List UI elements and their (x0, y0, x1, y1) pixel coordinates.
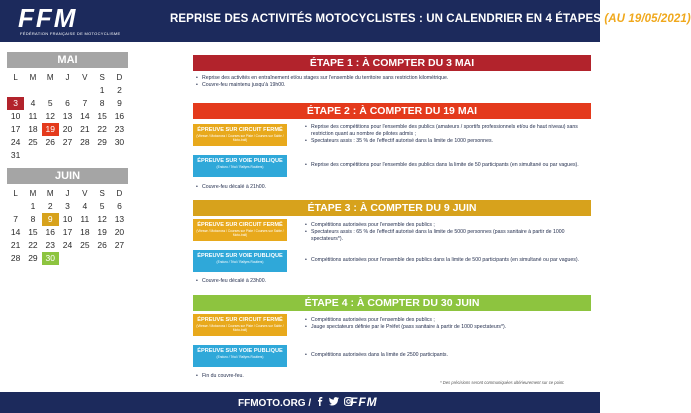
badge-sub: (Vitesse / Motocross / Courses sur Piste / Courses sur Sable / Moto-ball) (196, 134, 284, 142)
title-main: REPRISE DES ACTIVITÉS MOTOCYCLISTES : UN CALENDRIER EN 4 ÉTAPES (170, 13, 602, 25)
calendar-grid (7, 71, 128, 162)
weekday-label: D (116, 73, 123, 82)
stage-4-title: ÉTAPE 4 : À COMPTER DU 30 JUIN (193, 295, 591, 311)
stage-4-circuit-bullets (305, 317, 595, 331)
ffm-logo (18, 5, 148, 39)
calendar-day: 20 (114, 227, 125, 237)
stage-1-bullets (196, 75, 590, 89)
calendar-day: 14 (80, 111, 90, 121)
stage-3-title: ÉTAPE 3 : À COMPTER DU 9 JUIN (193, 200, 591, 216)
calendar-day: 10 (62, 214, 73, 224)
calendar-day: 27 (114, 240, 125, 250)
calendar-day: 1 (99, 85, 105, 95)
calendar-day: 22 (28, 240, 38, 250)
calendar-day: 25 (28, 137, 38, 147)
calendar-day: 19 (97, 227, 107, 237)
calendar-day (7, 84, 24, 97)
calendar-day: 2 (47, 201, 53, 211)
calendar-day: 28 (80, 137, 90, 147)
calendar-day: 12 (97, 214, 107, 224)
calendar-day: 29 (28, 253, 38, 263)
weekday-label: J (65, 189, 70, 198)
calendar-day: 22 (97, 124, 107, 134)
weekday-label: M (29, 189, 37, 198)
calendar-juin (7, 168, 128, 265)
list-item: • Reprise des compétitions pour l'ensemble des publics (amateurs / sportifs professionnels et/ou de haut niveau) sans restriction quant au nombre de pilotes admis ; (305, 124, 590, 138)
weekday-label: S (99, 189, 105, 198)
calendar-day: 1 (30, 201, 36, 211)
list-item: • Reprise des compétitions pour l'ensemble des publics dans la limite de 50 participants (en simultané ou par vagues). (305, 162, 590, 169)
list-item: • Spectateurs assis : 35 % de l'effectif autorisé dans la limite de 1000 personnes. (305, 138, 590, 145)
voie-publique-badge (193, 155, 287, 177)
calendar-day: 8 (99, 98, 105, 108)
weekday-label: M (29, 73, 37, 82)
list-item: • Compétitions autorisées pour l'ensemble des publics ; (305, 317, 595, 324)
twitter-icon[interactable] (329, 397, 339, 409)
calendar-day: 30 (114, 137, 125, 147)
badge-label: ÉPREUVE SUR VOIE PUBLIQUE (197, 158, 283, 164)
header (0, 0, 691, 42)
calendar-day: 17 (62, 227, 73, 237)
calendar-mai (7, 52, 128, 162)
list-item: • Compétitions autorisées pour l'ensemble des publics ; (305, 222, 595, 229)
calendar-day (42, 84, 59, 97)
calendar-day: 21 (80, 124, 90, 134)
badge-label: ÉPREUVE SUR CIRCUIT FERMÉ (197, 317, 283, 323)
calendar-day: 18 (80, 227, 90, 237)
voie-publique-badge (193, 250, 287, 272)
calendar-day: 5 (47, 98, 53, 108)
calendar-day: 23 (114, 124, 125, 134)
calendar-day: 5 (99, 201, 105, 211)
weekday-label: J (65, 73, 70, 82)
calendar-month-label: MAI (7, 52, 128, 68)
title-date: (AU 19/05/2021) (604, 13, 691, 25)
calendar-day: 26 (97, 240, 107, 250)
facebook-icon[interactable] (316, 397, 324, 409)
calendar-day: 25 (80, 240, 90, 250)
calendar-day: 11 (80, 214, 90, 224)
list-item: • Spectateurs assis : 65 % de l'effectif autorisé dans la limite de 5000 personnes (pass sanitaire à partir de 1000 spectateurs*). (305, 229, 595, 243)
calendar-grid (7, 187, 128, 265)
weekday-label: V (82, 73, 88, 82)
calendar-day: 4 (30, 98, 36, 108)
page-title (170, 13, 691, 25)
badge-label: ÉPREUVE SUR VOIE PUBLIQUE (197, 348, 283, 354)
weekday-label: L (13, 73, 18, 82)
weekday-label: D (116, 189, 123, 198)
stage-3-note (196, 278, 396, 285)
calendar-day: 3 (65, 201, 70, 211)
calendar-day: 30 (42, 252, 59, 265)
logo-text: FFM (18, 3, 78, 33)
calendar-day: 28 (10, 253, 21, 263)
calendar-day: 16 (114, 111, 125, 121)
calendar-day: 9 (117, 98, 122, 108)
voie-publique-badge (193, 345, 287, 367)
calendar-day: 21 (10, 240, 21, 250)
calendar-day: 13 (114, 214, 125, 224)
stage-2-title: ÉTAPE 2 : À COMPTER DU 19 MAI (193, 103, 591, 119)
circuit-ferme-badge (193, 314, 287, 336)
calendar-day: 26 (45, 137, 55, 147)
calendar-day: 6 (117, 201, 122, 211)
calendar-day: 7 (82, 98, 88, 108)
calendar-day: 20 (62, 124, 73, 134)
badge-sub: (Enduro / Trial / Rallyes Routiers) (216, 165, 264, 169)
calendar-day: 14 (10, 227, 21, 237)
list-item: • Couvre-feu décalé à 21h00. (196, 184, 396, 191)
stage-2-note (196, 184, 396, 191)
list-item: • Jauge spectateurs définie par le Préfet (pass sanitaire à partir de 1000 spectateurs*). (305, 324, 595, 331)
badge-sub: (Vitesse / Motocross / Courses sur Piste / Courses sur Sable / Moto-ball) (196, 229, 284, 237)
footer-links (238, 397, 353, 409)
badge-label: ÉPREUVE SUR CIRCUIT FERMÉ (197, 222, 283, 228)
stage-4-note (196, 373, 396, 380)
calendar-day: 24 (62, 240, 73, 250)
footer (0, 392, 600, 413)
calendar-day: 7 (13, 214, 19, 224)
badge-label: ÉPREUVE SUR CIRCUIT FERMÉ (197, 127, 283, 133)
disclaimer: * Des précisions seront communiquées ultérieurement sur ce point. (440, 380, 565, 385)
calendar-day: 31 (10, 150, 21, 160)
calendar-day: 17 (10, 124, 21, 134)
calendar-month-label: JUIN (7, 168, 128, 184)
list-item: • Fin du couvre-feu. (196, 373, 396, 380)
calendar-day: 8 (30, 214, 36, 224)
calendar-day: 24 (10, 137, 21, 147)
calendar-day: 18 (28, 124, 38, 134)
list-item: • Couvre-feu décalé à 23h00. (196, 278, 396, 285)
logo-subtitle: FÉDÉRATION FRANÇAISE DE MOTOCYCLISME (20, 31, 121, 36)
weekday-label: M (46, 189, 54, 198)
badge-label: ÉPREUVE SUR VOIE PUBLIQUE (197, 253, 283, 259)
calendar-day: 9 (42, 213, 59, 226)
list-item: • Compétitions autorisées dans la limite de 2500 participants. (305, 352, 595, 359)
calendar-day (7, 200, 24, 213)
ffmoto-link[interactable]: FFMOTO.ORG / (238, 398, 312, 409)
stage-3-road-bullets (305, 257, 595, 264)
calendar-day: 6 (65, 98, 70, 108)
calendar-day: 19 (42, 123, 59, 136)
badge-sub: (Vitesse / Motocross / Courses sur Piste / Courses sur Sable / Moto-ball) (196, 324, 284, 332)
stage-1-title: ÉTAPE 1 : À COMPTER DU 3 MAI (193, 55, 591, 71)
calendar-day: 15 (28, 227, 38, 237)
list-item: • Reprise des activités en entraînement et/ou stages sur l'ensemble du territoire sans restriction kilométrique. (196, 75, 590, 82)
calendar-day: 23 (45, 240, 55, 250)
list-item: • Couvre-feu maintenu jusqu'à 19h00. (196, 82, 590, 89)
calendar-day: 2 (117, 85, 122, 95)
circuit-ferme-badge (193, 124, 287, 146)
calendar-day: 4 (82, 201, 88, 211)
calendar-day: 15 (97, 111, 107, 121)
stage-4-road-bullets (305, 352, 595, 359)
calendar-day: 13 (62, 111, 73, 121)
calendar-day: 27 (62, 137, 73, 147)
footer-ffm-logo: FFM (350, 395, 378, 409)
calendar-day (76, 84, 93, 97)
calendar-day (24, 84, 41, 97)
list-item: • Compétitions autorisées pour l'ensemble des publics dans la limite de 500 participants (en simultané ou par vagues). (305, 257, 595, 264)
calendar-day: 11 (28, 111, 38, 121)
weekday-label: L (13, 189, 18, 198)
stage-2-circuit-bullets (305, 124, 590, 145)
badge-sub: (Enduro / Trial / Rallyes Routiers) (216, 260, 264, 264)
calendar-day: 10 (10, 111, 21, 121)
calendar-day: 3 (7, 97, 24, 110)
calendar-day: 16 (45, 227, 55, 237)
calendar-day: 12 (45, 111, 55, 121)
weekday-label: M (46, 73, 54, 82)
badge-sub: (Enduro / Trial / Rallyes Routiers) (216, 355, 264, 359)
calendar-day (59, 84, 76, 97)
weekday-label: S (99, 73, 105, 82)
circuit-ferme-badge (193, 219, 287, 241)
calendar-day: 29 (97, 137, 107, 147)
weekday-label: V (82, 189, 88, 198)
stage-2-road-bullets (305, 162, 590, 169)
stage-3-circuit-bullets (305, 222, 595, 243)
